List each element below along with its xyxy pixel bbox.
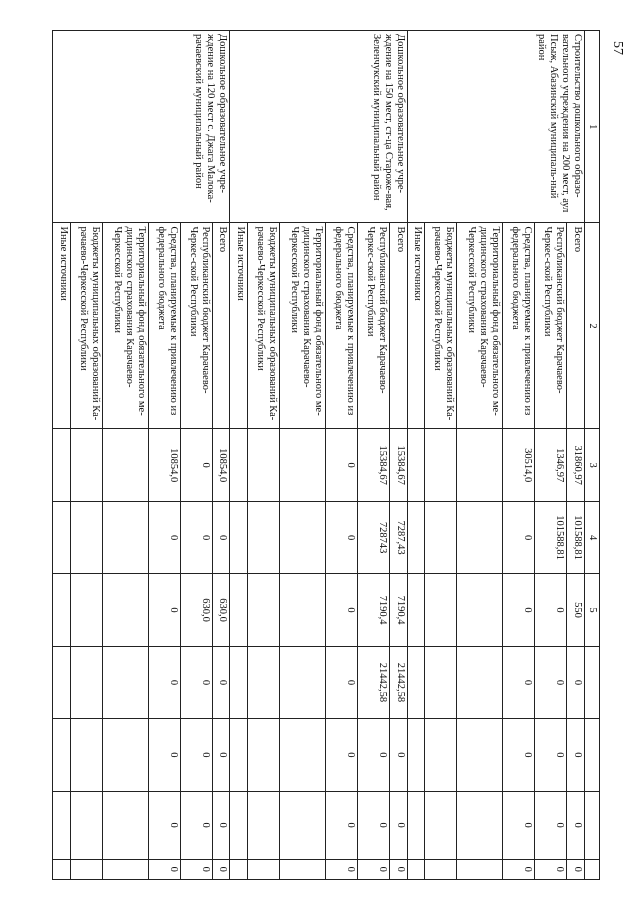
value-cell: 7190,4 — [358, 574, 390, 646]
value-cell: 1346,97 — [535, 429, 567, 501]
value-cell: 550 — [567, 574, 585, 646]
header-cell: 1 — [584, 31, 599, 223]
rotated-table-container — [52, 30, 600, 880]
header-cell: 3 — [584, 429, 599, 501]
value-cell — [70, 791, 102, 859]
value-cell — [230, 429, 248, 501]
value-cell: 0 — [503, 646, 535, 718]
value-cell: 0 — [389, 791, 407, 859]
value-cell: 630,0 — [212, 574, 230, 646]
funding-source-cell: Бюджеты муниципальных образований Ка-рачаево-Черкесской Республики — [425, 223, 457, 429]
funding-source-cell: Средства, планируемые к привлечению из федерального бюджета — [326, 223, 358, 429]
value-cell — [53, 719, 71, 791]
funding-source-cell: Республиканский бюджет Карачаево-Черкес-ской Республики — [180, 223, 212, 429]
table-row — [567, 31, 585, 880]
value-cell: 21442,58 — [358, 646, 390, 718]
value-cell — [425, 574, 457, 646]
funding-source-cell: Территориальный фонд обязательного ме-дицинского страхования Карачаево-Черкесской Республики — [102, 223, 148, 429]
value-cell — [280, 501, 326, 573]
value-cell — [70, 719, 102, 791]
value-cell — [407, 791, 425, 859]
project-name-cell: Дошкольное образовательное учре-ждение на 120 мест с. Джага Малока-рачаевский муниципальный район — [53, 31, 230, 223]
value-cell: 0 — [212, 646, 230, 718]
value-cell — [230, 501, 248, 573]
value-cell: 0 — [180, 859, 212, 879]
value-cell: 728743 — [358, 501, 390, 573]
value-cell — [407, 429, 425, 501]
table-body — [53, 31, 585, 880]
value-cell — [280, 719, 326, 791]
funding-source-cell: Бюджеты муниципальных образований Ка-рачаево-Черкесской Республики — [248, 223, 280, 429]
value-cell: 0 — [180, 719, 212, 791]
value-cell: 0 — [535, 574, 567, 646]
value-cell: 0 — [326, 646, 358, 718]
value-cell: 0 — [212, 859, 230, 879]
value-cell — [70, 859, 102, 879]
funding-source-cell: Иные источники — [53, 223, 71, 429]
value-cell: 0 — [326, 501, 358, 573]
value-cell — [457, 501, 503, 573]
value-cell: 0 — [148, 574, 180, 646]
value-cell — [248, 574, 280, 646]
value-cell: 30514,0 — [503, 429, 535, 501]
value-cell: 0 — [180, 501, 212, 573]
value-cell — [70, 501, 102, 573]
value-cell: 10854,0 — [148, 429, 180, 501]
value-cell: 0 — [389, 859, 407, 879]
value-cell — [102, 791, 148, 859]
value-cell: 0 — [567, 646, 585, 718]
value-cell — [53, 574, 71, 646]
funding-source-cell: Иные источники — [230, 223, 248, 429]
value-cell: 15384,67 — [389, 429, 407, 501]
value-cell: 0 — [389, 719, 407, 791]
value-cell: 0 — [535, 719, 567, 791]
value-cell — [230, 574, 248, 646]
funding-source-cell: Всего — [212, 223, 230, 429]
value-cell: 7190,4 — [389, 574, 407, 646]
value-cell: 0 — [148, 791, 180, 859]
value-cell — [230, 719, 248, 791]
value-cell: 0 — [148, 859, 180, 879]
value-cell: 101588,81 — [535, 501, 567, 573]
funding-source-cell: Территориальный фонд обязательного ме-дицинского страхования Карачаево-Черкесской Республики — [280, 223, 326, 429]
value-cell — [407, 501, 425, 573]
value-cell: 630,0 — [180, 574, 212, 646]
value-cell: 101588,81 — [567, 501, 585, 573]
value-cell: 0 — [148, 646, 180, 718]
value-cell: 0 — [180, 429, 212, 501]
value-cell: 0 — [212, 719, 230, 791]
value-cell: 7287,43 — [389, 501, 407, 573]
value-cell: 0 — [503, 719, 535, 791]
table-row — [212, 31, 230, 880]
value-cell — [457, 859, 503, 879]
value-cell — [102, 646, 148, 718]
value-cell — [230, 646, 248, 718]
value-cell — [53, 791, 71, 859]
funding-source-cell: Территориальный фонд обязательного ме-дицинского страхования Карачаево-Черкесской Республики — [457, 223, 503, 429]
value-cell — [425, 791, 457, 859]
value-cell — [70, 646, 102, 718]
value-cell: 31860,97 — [567, 429, 585, 501]
value-cell — [425, 429, 457, 501]
funding-source-cell: Всего — [567, 223, 585, 429]
value-cell — [53, 429, 71, 501]
project-name-cell: Строительство дошкольного образо-вательного учреждения на 200 мест, аул Псыж, Абазинский муниципаль-ный район — [407, 31, 584, 223]
value-cell — [407, 859, 425, 879]
value-cell: 0 — [326, 791, 358, 859]
page-number: 57 — [610, 41, 625, 55]
value-cell: 0 — [535, 791, 567, 859]
funding-source-cell: Республиканский бюджет Карачаево-Черкес-ской Республики — [358, 223, 390, 429]
value-cell — [53, 859, 71, 879]
value-cell — [457, 646, 503, 718]
value-cell — [280, 859, 326, 879]
value-cell: 0 — [326, 859, 358, 879]
header-cell — [584, 646, 599, 718]
value-cell — [102, 574, 148, 646]
value-cell — [248, 719, 280, 791]
header-cell: 2 — [584, 223, 599, 429]
header-cell: 4 — [584, 501, 599, 573]
value-cell: 0 — [358, 859, 390, 879]
value-cell: 21442,58 — [389, 646, 407, 718]
value-cell: 10854,0 — [212, 429, 230, 501]
value-cell: 0 — [358, 719, 390, 791]
value-cell — [457, 429, 503, 501]
value-cell — [425, 501, 457, 573]
value-cell: 0 — [567, 859, 585, 879]
value-cell — [230, 859, 248, 879]
value-cell: 0 — [503, 791, 535, 859]
value-cell: 0 — [148, 719, 180, 791]
value-cell — [457, 791, 503, 859]
value-cell: 15384,67 — [358, 429, 390, 501]
value-cell: 0 — [503, 574, 535, 646]
table-row — [389, 31, 407, 880]
value-cell: 0 — [567, 719, 585, 791]
value-cell: 0 — [180, 791, 212, 859]
value-cell — [280, 646, 326, 718]
header-row — [584, 31, 599, 880]
funding-source-cell: Бюджеты муниципальных образований Ка-рачаево-Черкесской Республики — [70, 223, 102, 429]
value-cell — [70, 429, 102, 501]
value-cell: 0 — [326, 719, 358, 791]
value-cell — [70, 574, 102, 646]
value-cell — [407, 574, 425, 646]
header-cell: 5 — [584, 574, 599, 646]
header-cell — [584, 791, 599, 859]
budget-table — [52, 30, 600, 880]
value-cell — [425, 859, 457, 879]
value-cell — [280, 791, 326, 859]
value-cell — [248, 429, 280, 501]
value-cell: 0 — [535, 646, 567, 718]
value-cell — [248, 859, 280, 879]
value-cell: 0 — [326, 429, 358, 501]
header-cell — [584, 719, 599, 791]
value-cell: 0 — [358, 791, 390, 859]
value-cell — [102, 719, 148, 791]
project-name-cell: Дошкольное образовательное учре-ждение на 150 мест, ст-ца Староже-вая, Зеленчукский муниципальный район — [230, 31, 407, 223]
funding-source-cell: Всего — [389, 223, 407, 429]
value-cell — [407, 646, 425, 718]
value-cell — [102, 859, 148, 879]
document-page — [52, 30, 600, 880]
funding-source-cell: Средства, планируемые к привлечению из федерального бюджета — [148, 223, 180, 429]
value-cell — [230, 791, 248, 859]
value-cell — [425, 646, 457, 718]
value-cell: 0 — [503, 859, 535, 879]
value-cell — [53, 501, 71, 573]
value-cell — [407, 719, 425, 791]
value-cell: 0 — [326, 574, 358, 646]
value-cell — [457, 719, 503, 791]
funding-source-cell: Республиканский бюджет Карачаево-Черкес-ской Республики — [535, 223, 567, 429]
value-cell — [102, 501, 148, 573]
value-cell — [248, 791, 280, 859]
value-cell: 0 — [212, 501, 230, 573]
value-cell — [280, 574, 326, 646]
value-cell: 0 — [535, 859, 567, 879]
value-cell — [102, 429, 148, 501]
value-cell — [280, 429, 326, 501]
value-cell: 0 — [180, 646, 212, 718]
value-cell: 0 — [148, 501, 180, 573]
value-cell — [425, 719, 457, 791]
value-cell — [248, 501, 280, 573]
value-cell — [457, 574, 503, 646]
funding-source-cell: Средства, планируемые к привлечению из федерального бюджета — [503, 223, 535, 429]
header-cell — [584, 859, 599, 879]
funding-source-cell: Иные источники — [407, 223, 425, 429]
value-cell: 0 — [212, 791, 230, 859]
value-cell: 0 — [503, 501, 535, 573]
value-cell: 0 — [567, 791, 585, 859]
value-cell — [248, 646, 280, 718]
value-cell — [53, 646, 71, 718]
